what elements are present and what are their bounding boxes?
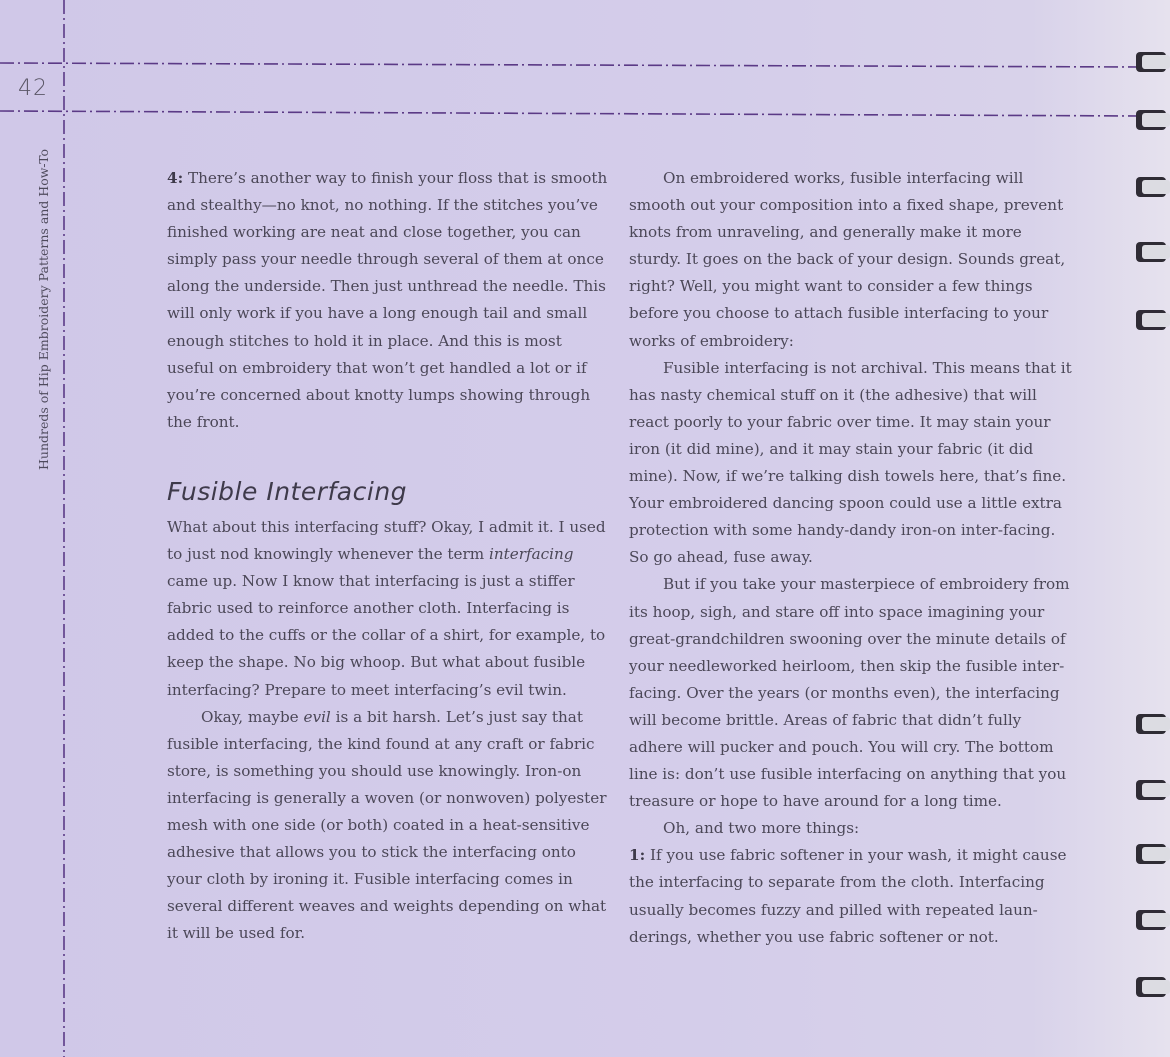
item-1-label: 1: xyxy=(629,846,646,865)
spiral-ring xyxy=(1142,55,1170,69)
spiral-ring xyxy=(1142,847,1170,861)
paragraph: On embroidered works, fusible interfacing will smooth out your composition into a fixed shape, prevent knots from unraveling, and generally make it more sturdy. It goes on the back of your design. Sounds great, right? Well, you might want to consider a few things before you choose to attach fusible interfacing to your works of embroidery: xyxy=(629,169,1066,350)
right-column xyxy=(629,165,1073,951)
spiral-ring xyxy=(1142,913,1170,927)
spiral-ring xyxy=(1142,783,1170,797)
left-column xyxy=(167,165,611,947)
spiral-ring xyxy=(1142,113,1170,127)
paragraph: Fusible interfacing is not archival. This means that it has nasty chemical stuff on it (the adhesive) that will react poorly to your fabric over time. It may stain your iron (it did mine), and it may stain your fabric (it did mine). Now, if we’re talking dish towels here, that’s fine. Your embroidered dancing spoon could use a little extra protection with some handy-dandy iron-on inter-facing. So go ahead, fuse away. xyxy=(629,358,1072,567)
running-title: Hundreds of Hip Embroidery Patterns and How-To xyxy=(36,148,51,470)
section-heading: Fusible Interfacing xyxy=(167,476,408,506)
top-dashed-line xyxy=(0,63,1140,67)
spiral-ring xyxy=(1142,717,1170,731)
item-1 xyxy=(629,842,1073,950)
item-4 xyxy=(167,165,611,436)
paragraph: Oh, and two more things: xyxy=(663,819,860,838)
paragraph-text: came up. Now I know that interfacing is just a stiffer fabric used to reinforce another cloth. Interfacing is added to the cuffs or the collar of a shirt, for example, to keep the shape. No big whoop. But what about fusible interfacing? Prepare to meet interfacing’s evil twin. xyxy=(167,572,606,699)
paragraph xyxy=(167,514,611,704)
item-4-label: 4: xyxy=(167,169,184,187)
paragraph-text: is a bit harsh. Let’s just say that fusible interfacing, the kind found at any craft or fabric store, is something you should use knowingly. Iron-on interfacing is generally a woven (or nonwoven) polyester mesh with one side (or both) coated in a heat-sensitive adhesive that allows you to stick the interfacing onto your cloth by ironing it. Fusible interfacing comes in several different weaves and weights depending on what it will be used for. xyxy=(167,707,607,943)
item-4-text: There’s another way to finish your floss that is smooth and stealthy—no knot, no nothing. If the stitches you’ve finished working are neat and close together, you can simply pass your needle through several of them at once along the underside. Then just unthread the needle. This will only work if you have a long enough tail and small enough stitches to hold it in place. And this is most useful on embroidery that won’t get handled a lot or if you’re concerned about knotty lumps showing through the front. xyxy=(167,169,608,431)
second-dashed-line xyxy=(0,111,1140,116)
item-1-text: If you use fabric softener in your wash, it might cause the interfacing to separate from the cloth. Interfacing usually becomes fuzzy and pilled with repeated laun-derings, whether you use fabric softener or not. xyxy=(629,846,1067,946)
page-number: 42 xyxy=(18,76,48,101)
spiral-ring xyxy=(1142,980,1170,994)
paragraph-text: Okay, maybe xyxy=(201,707,304,726)
emphasis-text: interfacing xyxy=(489,545,574,564)
paragraph-text: What about this interfacing stuff? Okay, I admit it. I used to just nod knowingly whenever the term xyxy=(167,517,606,564)
spiral-ring xyxy=(1142,313,1170,327)
spiral-ring xyxy=(1142,245,1170,259)
paragraph: But if you take your masterpiece of embroidery from its hoop, sigh, and stare off into space imagining your great-grandchildren swooning over the minute details of your needleworked heirloom, then skip the fusible inter-facing. Over the years (or months even), the interfacing will become brittle. Areas of fabric that didn’t fully adhere will pucker and pouch. You will cry. The bottom line is: don’t use fusible interfacing on anything that you treasure or hope to have around for a long time. xyxy=(629,575,1070,811)
emphasis-text: evil xyxy=(303,707,331,726)
spiral-binding xyxy=(1130,0,1170,1057)
spiral-ring xyxy=(1142,180,1170,194)
paragraph xyxy=(167,704,611,948)
